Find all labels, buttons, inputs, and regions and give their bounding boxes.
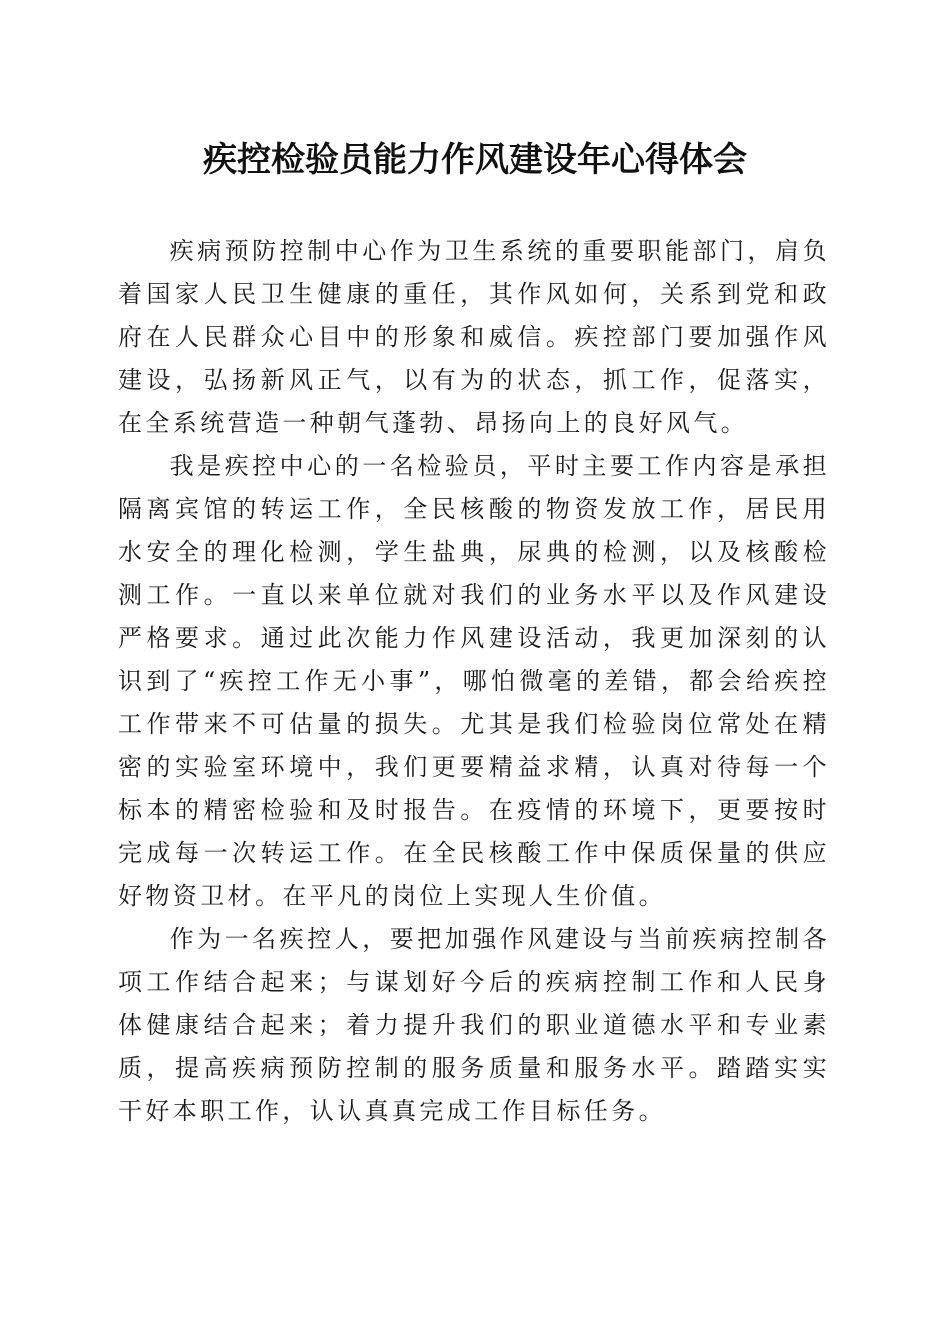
paragraph-3: 作为一名疾控人，要把加强作风建设与当前疾病控制各项工作结合起来；与谋划好今后的疾病控制工作和人民身体健康结合起来；着力提升我们的职业道德水平和专业素质，提高疾病预防控制的服务质量和服务水平。踏踏实实干好本职工作，认认真真完成工作目标任务。: [118, 925, 830, 1125]
document-title: 疾控检验员能力作风建设年心得体会: [203, 140, 747, 180]
paragraph-2: 我是疾控中心的一名检验员，平时主要工作内容是承担隔离宾馆的转运工作，全民核酸的物资发放工作，居民用水安全的理化检测，学生盐典，尿典的检测，以及核酸检测工作。一直以来单位就对我们的业务水平以及作风建设严格要求。通过此次能力作风建设活动，我更加深刻的认识到了“疾控工作无小事”，哪怕微毫的差错，都会给疾控工作带来不可估量的损失。尤其是我们检验岗位常处在精密的实验室环境中，我们更要精益求精，认真对待每一个标本的精密检验和及时报告。在疫情的环境下，更要按时完成每一次转运工作。在全民核酸工作中保质保量的供应好物资卫材。在平凡的岗位上实现人生价值。: [118, 452, 830, 910]
document-body: [118, 230, 830, 1133]
paragraph-1: 疾病预防控制中心作为卫生系统的重要职能部门，肩负着国家人民卫生健康的重任，其作风如何，关系到党和政府在人民群众心目中的形象和威信。疾控部门要加强作风建设，弘扬新风正气，以有为的状态，抓工作，促落实，在全系统营造一种朝气蓬勃、昂扬向上的良好风气。: [118, 237, 830, 437]
